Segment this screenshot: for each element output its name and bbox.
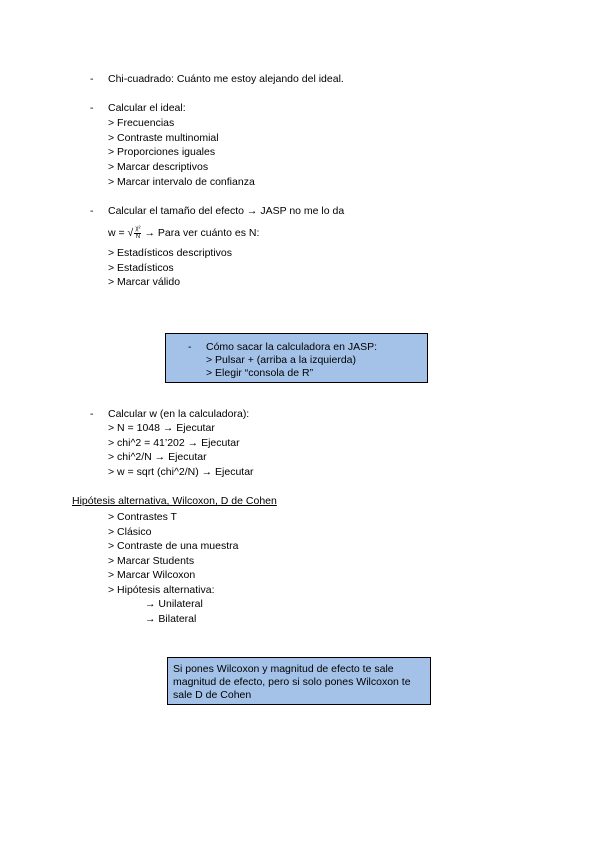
list-item: > Contraste de una muestra	[108, 540, 239, 552]
box2-line: Si pones Wilcoxon y magnitud de efecto te sale	[173, 663, 394, 675]
list-item: > Hipótesis alternativa:	[108, 584, 215, 596]
section4-heading: Calcular w (en la calculadora):	[108, 408, 250, 420]
list-item: > chi^2/N → Ejecutar	[108, 451, 207, 463]
bullet-dash: -	[90, 408, 94, 420]
section2-heading: Calcular el ideal:	[108, 102, 186, 114]
bullet-dash: -	[90, 102, 94, 114]
formula-rhs: → Para ver cuánto es N:	[144, 227, 260, 239]
list-item: > Marcar Students	[108, 555, 195, 567]
formula-lhs: w = √	[108, 227, 134, 239]
list-item: > Proporciones iguales	[108, 146, 216, 158]
formula-denominator: N	[135, 233, 141, 240]
box1-line: > Elegir “consola de R”	[206, 367, 314, 379]
list-item: > Frecuencias	[108, 117, 175, 129]
list-item: > Estadísticos	[108, 262, 174, 274]
effect-size-formula	[108, 222, 259, 244]
formula-numerator: χ²	[135, 225, 141, 232]
bullet-dash: -	[188, 341, 192, 353]
bullet-dash: -	[90, 73, 94, 85]
list-item: > Contraste multinomial	[108, 132, 219, 144]
formula-fraction	[134, 226, 141, 241]
box2-line: magnitud de efecto, pero si solo pones Wilcoxon te	[173, 676, 411, 688]
section1-heading: Chi-cuadrado: Cuánto me estoy alejando del ideal.	[108, 73, 344, 85]
box1-line: > Pulsar + (arriba a la izquierda)	[206, 354, 356, 366]
list-item: > Contrastes T	[108, 511, 177, 523]
box1-title: Cómo sacar la calculadora en JASP:	[206, 341, 377, 353]
bullet-dash: -	[90, 205, 94, 217]
list-item: > Marcar descriptivos	[108, 161, 209, 173]
wilcoxon-note-box	[167, 657, 431, 705]
list-item: > Marcar Wilcoxon	[108, 569, 196, 581]
list-item: > Clásico	[108, 526, 152, 538]
list-item: > chi^2 = 41’202 → Ejecutar	[108, 437, 240, 449]
list-item: > N = 1048 → Ejecutar	[108, 422, 215, 434]
list-item: > w = sqrt (chi^2/N) → Ejecutar	[108, 466, 254, 478]
box2-line: sale D de Cohen	[173, 689, 252, 701]
list-subitem: → Unilateral	[145, 598, 203, 610]
list-item: > Estadísticos descriptivos	[108, 247, 233, 259]
jasp-calculator-note-box	[165, 333, 428, 383]
list-subitem: → Bilateral	[145, 613, 197, 625]
section3-heading: Calcular el tamaño del efecto → JASP no me lo da	[108, 205, 345, 217]
list-item: > Marcar intervalo de confianza	[108, 176, 255, 188]
section5-title: Hipótesis alternativa, Wilcoxon, D de Cohen	[72, 495, 277, 507]
list-item: > Marcar válido	[108, 276, 181, 288]
